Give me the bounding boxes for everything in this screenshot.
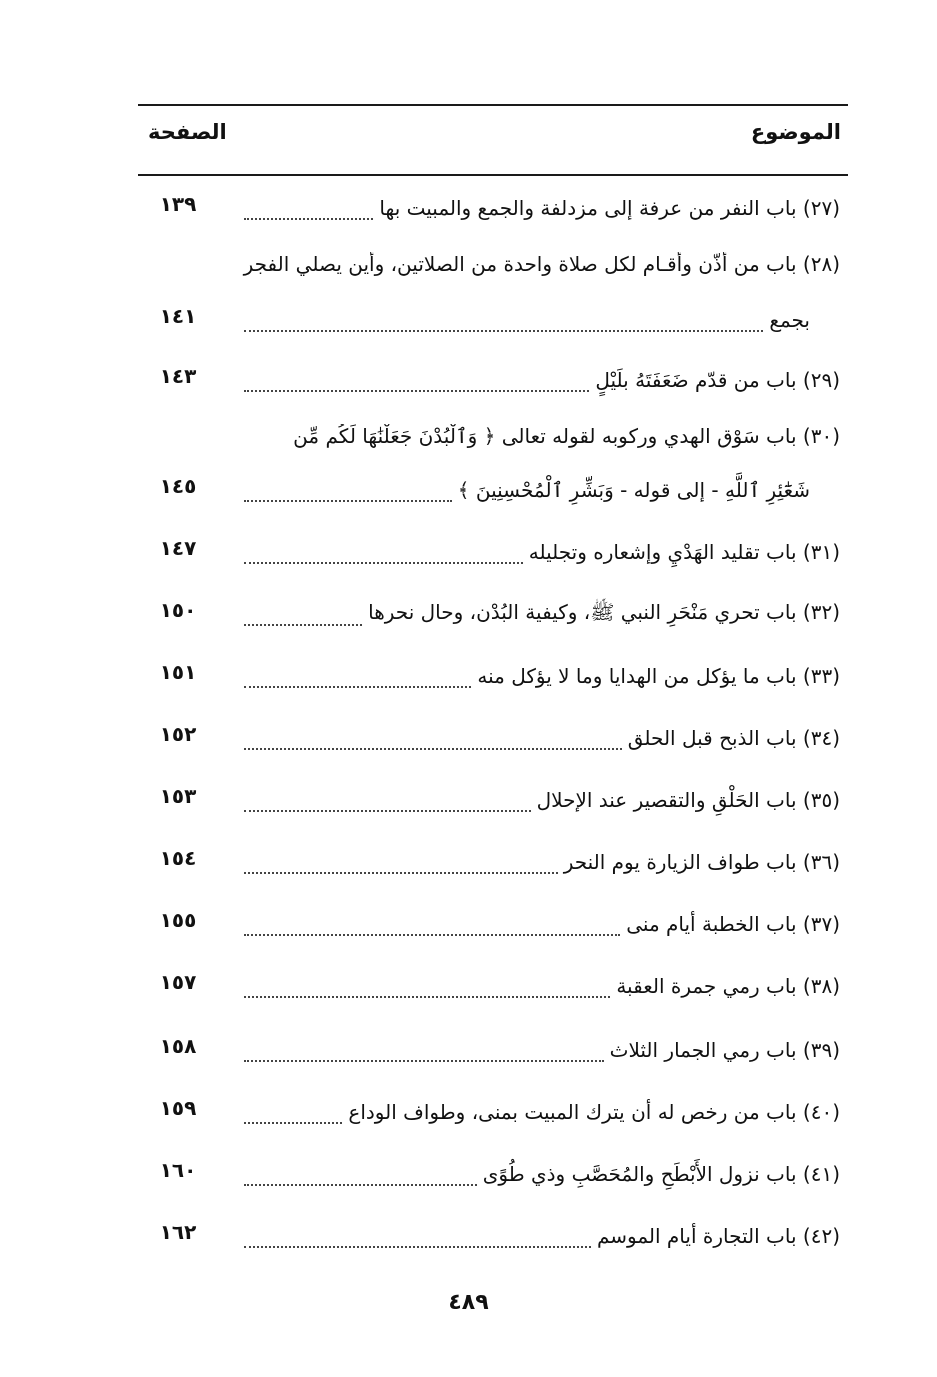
page-column-header: الصفحة — [148, 120, 227, 144]
toc-page-number: ١٦٠ — [159, 1158, 197, 1182]
toc-page-number: ١٤١ — [159, 304, 197, 328]
leader-dots — [244, 320, 763, 332]
toc-title: (٣٧) باب الخطبة أيام منى — [626, 912, 840, 936]
toc-entry-line — [238, 902, 840, 946]
toc-entry-34 — [138, 716, 840, 760]
toc-entry-line — [238, 592, 840, 636]
toc-page-number: ١٥٤ — [159, 846, 197, 870]
leader-dots — [244, 490, 452, 502]
toc-title: (٣٢) باب تحري مَنْحَرِ النبي ﷺ، وكيفية البُدْن، وحال نحرها — [368, 599, 840, 624]
toc-page-number: ١٦٢ — [159, 1220, 197, 1244]
leader-dots — [244, 552, 523, 564]
toc-entry-31 — [138, 530, 840, 574]
toc-title-continuation: شَعَٰٓئِرِ ٱللَّهِ - إلى قوله - وَبَشِّرِ ٱلْمُحْسِنِينَ ﴾ — [457, 478, 810, 502]
toc-entry-line — [238, 1028, 840, 1072]
toc-entry-line — [238, 530, 840, 574]
toc-page-number: ١٤٥ — [159, 474, 197, 498]
toc-title: (٢٧) باب النفر من عرفة إلى مزدلفة والجمع والمبيت بها — [379, 196, 840, 220]
toc-entry-28 — [138, 298, 840, 342]
page-footer-number: ٤٨٩ — [448, 1290, 489, 1315]
toc-title: (٣٤) باب الذبح قبل الحلق — [627, 726, 840, 750]
toc-entry-35 — [138, 778, 840, 822]
leader-dots — [244, 1174, 477, 1186]
toc-title: (٣١) باب تقليد الهَدْيِ وإشعاره وتجليله — [528, 540, 840, 564]
toc-page-number: ١٤٣ — [159, 364, 197, 388]
leader-dots — [244, 738, 622, 750]
toc-entry-line — [238, 654, 840, 698]
toc-page-number: ١٥٠ — [159, 598, 197, 622]
leader-dots — [244, 862, 558, 874]
toc-entry-line — [238, 186, 840, 230]
toc-entry-33 — [138, 654, 840, 698]
toc-entry-line — [238, 1214, 840, 1258]
toc-title: (٣٩) باب رمي الجمار الثلاث — [609, 1038, 840, 1062]
toc-entry-line — [238, 778, 840, 822]
toc-title: (٣٣) باب ما يؤكل من الهدايا وما لا يؤكل منه — [477, 664, 840, 688]
toc-page-number: ١٤٧ — [159, 536, 197, 560]
toc-entry-line — [238, 1090, 840, 1134]
toc-page-number: ١٥٣ — [159, 784, 197, 808]
toc-entry-39 — [138, 1028, 840, 1072]
toc-entry-line — [238, 840, 840, 884]
toc-entry-38 — [138, 964, 840, 1008]
topic-column-header: الموضوع — [750, 120, 841, 144]
toc-title: (٤٢) باب التجارة أيام الموسم — [596, 1224, 840, 1248]
toc-title: (٣٨) باب رمي جمرة العقبة — [616, 974, 840, 998]
leader-dots — [244, 380, 589, 392]
toc-entry-line — [238, 716, 840, 760]
toc-title: (٤١) باب نزول الأَبْطَحِ والمُحَصَّبِ وذي طُوًى — [482, 1162, 840, 1186]
toc-entry-37 — [138, 902, 840, 946]
leader-dots — [244, 1050, 604, 1062]
toc-title: (٣٦) باب طواف الزيارة يوم النحر — [563, 850, 840, 874]
toc-entry-line — [238, 358, 840, 402]
leader-dots — [244, 924, 620, 936]
toc-entry-29 — [138, 358, 840, 402]
toc-entry-line — [238, 298, 840, 342]
toc-title: (٢٩) باب من قدّم ضَعَفَتَهُ بلَيْلٍ — [595, 368, 840, 392]
toc-entry-30 — [138, 468, 840, 512]
leader-dots — [244, 1112, 342, 1124]
toc-page-number: ١٥٥ — [159, 908, 197, 932]
toc-page-number: ١٥٢ — [159, 722, 197, 746]
toc-title-continuation: بجمع — [769, 308, 810, 332]
toc-entry-41 — [138, 1152, 840, 1196]
toc-entry-40 — [138, 1090, 840, 1134]
leader-dots — [244, 208, 373, 220]
leader-dots — [244, 614, 362, 626]
top-rule — [138, 104, 848, 106]
toc-entry-32 — [138, 592, 840, 636]
leader-dots — [244, 1236, 591, 1248]
toc-page-number: ١٥٧ — [159, 970, 197, 994]
leader-dots — [244, 676, 471, 688]
toc-page-number: ١٥٨ — [159, 1034, 197, 1058]
toc-entry-line — [238, 468, 840, 512]
toc-entry-42 — [138, 1214, 840, 1258]
leader-dots — [244, 986, 610, 998]
toc-page-number: ١٥٩ — [159, 1096, 197, 1120]
leader-dots — [244, 800, 531, 812]
toc-title: (٤٠) باب من رخص له أن يترك المبيت بمنى، وطواف الوداع — [348, 1100, 840, 1124]
toc-entry-30-line1: (٣٠) باب سَوْقِ الهدي وركوبه لقوله تعالى ﴿ وَٱلْبُدْنَ جَعَلْنَٰهَا لَكُم مِّن — [293, 424, 840, 448]
toc-entry-28-line1: (٢٨) باب من أذّن وأقـام لكل صلاة واحدة من الصلاتين، وأين يصلي الفجر — [243, 252, 840, 276]
toc-entry-line — [238, 1152, 840, 1196]
toc-entry-line — [238, 964, 840, 1008]
toc-title: (٣٥) باب الحَلْقِ والتقصير عند الإحلال — [536, 788, 840, 812]
toc-page-number: ١٣٩ — [159, 192, 197, 216]
toc-entry-27 — [138, 186, 840, 230]
toc-entry-36 — [138, 840, 840, 884]
toc-page-number: ١٥١ — [159, 660, 197, 684]
header-rule — [138, 174, 848, 176]
